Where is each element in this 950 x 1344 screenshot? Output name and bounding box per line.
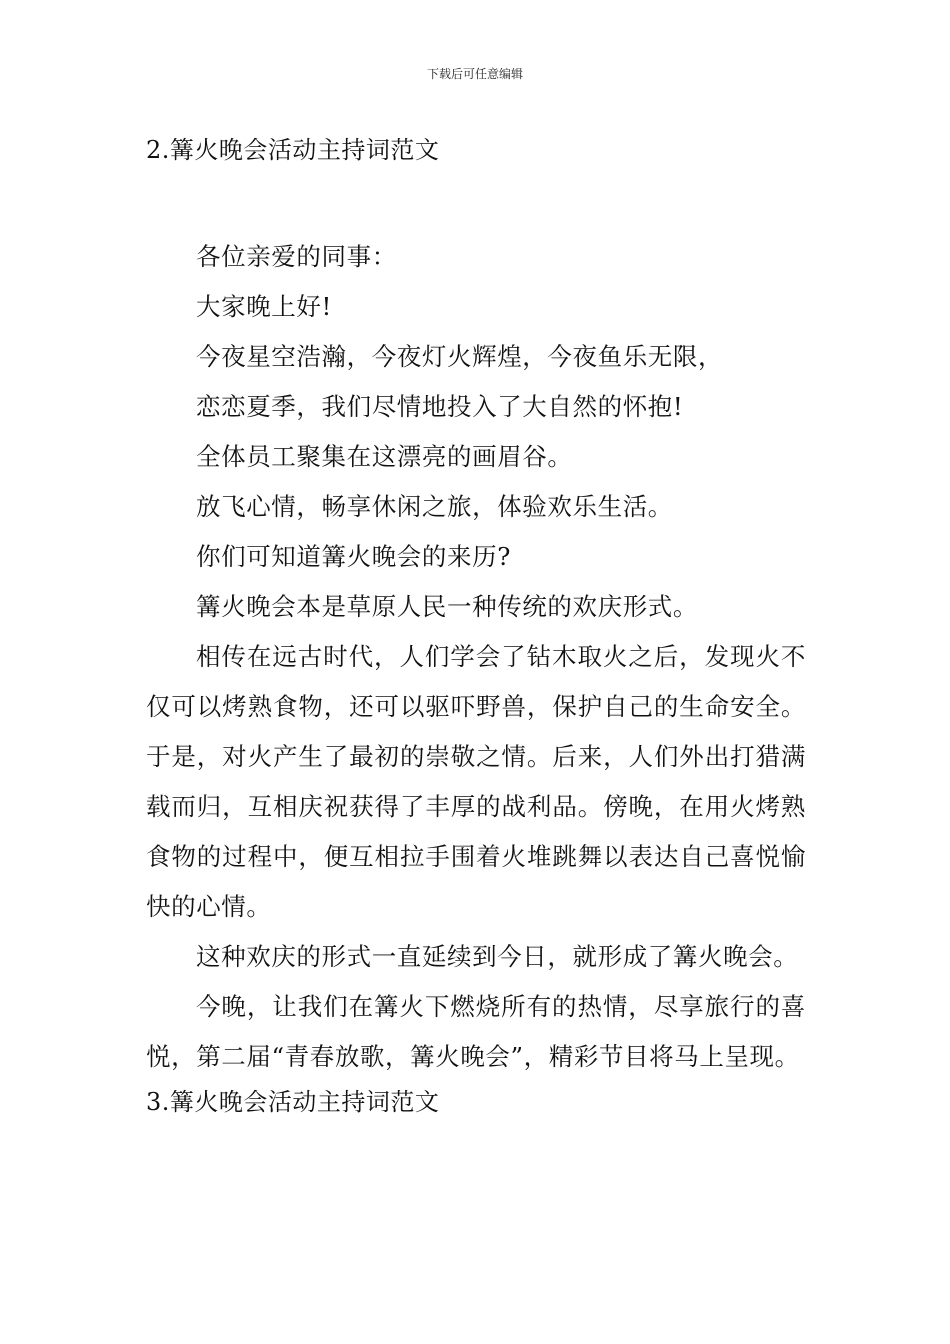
paragraph-tradition: 篝火晚会本是草原人民一种传统的欢庆形式。 xyxy=(196,592,698,621)
paragraph-greeting: 各位亲爱的同事： xyxy=(196,242,397,271)
paragraph-relax: 放飞心情，畅享休闲之旅，体验欢乐生活。 xyxy=(196,492,673,521)
paragraph-tonight-program: 今晚，让我们在篝火下燃烧所有的热情，尽享旅行的喜悦，第二届“青春放歌，篝火晚会”，精彩节目将马上呈现。 xyxy=(146,992,806,1071)
paragraph-gathering: 全体员工聚集在这漂亮的画眉谷。 xyxy=(196,442,573,471)
section-title-3: 3.篝火晚会活动主持词范文 xyxy=(146,1088,440,1116)
paragraph-question: 你们可知道篝火晚会的来历? xyxy=(196,542,511,571)
paragraph-tonight: 今夜星空浩瀚，今夜灯火辉煌，今夜鱼乐无限， xyxy=(196,342,724,371)
paragraph-continuation: 这种欢庆的形式一直延续到今日，就形成了篝火晚会。 xyxy=(196,942,799,971)
paragraph-legend: 相传在远古时代，人们学会了钻木取火之后，发现火不仅可以烤熟食物，还可以驱吓野兽，保护自己的生命安全。于是，对火产生了最初的崇敬之情。后来，人们外出打猎满载而归，互相庆祝获得了丰厚的战利品。傍晚，在用火烤熟食物的过程中，便互相拉手围着火堆跳舞以表达自己喜悦愉快的心情。 xyxy=(146,642,806,921)
document-body xyxy=(146,130,806,1122)
page-header-note: 下载后可任意编辑 xyxy=(426,67,523,81)
paragraph-summer: 恋恋夏季，我们尽情地投入了大自然的怀抱! xyxy=(196,392,684,421)
section-title-2: 2.篝火晚会活动主持词范文 xyxy=(146,136,440,164)
paragraph-good-evening: 大家晚上好! xyxy=(196,292,332,321)
